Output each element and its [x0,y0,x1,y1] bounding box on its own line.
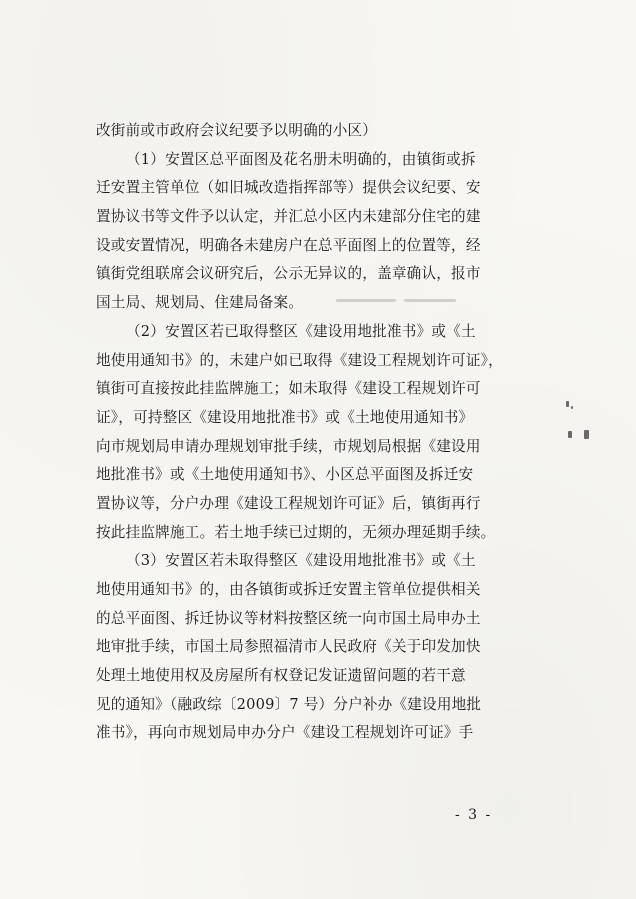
text-line: 见的通知》（融政综〔2009〕7 号）分户补办《建设用地批 [96,695,482,713]
text-line: 按此挂监牌施工。若土地手续已过期的，无须办理延期手续。 [96,523,496,541]
text-line: 证》，可持整区《建设用地批准书》或《土地使用通知书》 [96,408,474,426]
text-line: 向市规划局申请办理规划审批手续，市规划局根据《建设用 [96,437,481,455]
text-line: 改街前或市政府会议纪要予以明确的小区） [96,122,378,139]
text-line: 准书》，再向市规划局申办分户《建设工程规划许可证》手 [96,724,474,742]
text-line: 置协议等，分户办理《建设工程规划许可证》后，镇街再行 [96,494,481,512]
text-line: 的总平面图、拆迁协议等材料按整区统一向市国土局申办土 [96,609,481,627]
paragraph-1-start: （1）安置区总平面图及花名册未明确的，由镇街或拆 [126,150,476,168]
page-number: - 3 - [455,807,493,823]
scan-speck [584,430,589,439]
text-line: 镇街可直接按此挂监牌施工；如未取得《建设工程规划许可 [96,380,481,398]
text-line: 设或安置情况，明确各未建房户在总平面图上的位置等，经 [96,236,481,254]
text-line: 地批准书》或《土地使用通知书》、小区总平面图及拆迁安 [96,466,474,484]
text-line: 处理土地使用权及房屋所有权登记发证遗留问题的若干意 [96,667,466,685]
text-line: 迁安置主管单位（如旧城改造指挥部等）提供会议纪要、安 [96,179,481,197]
scan-speck [571,406,573,409]
scan-speck [566,401,569,407]
text-line: 国土局、规划局、住建局备案。 [96,294,304,312]
text-line: 置协议书等文件予以认定，并汇总小区内未建部分住宅的建 [96,208,481,226]
text-line: 地使用通知书》的，由各镇街或拆迁安置主管单位提供相关 [96,581,481,598]
scan-smudge [336,299,396,302]
scan-smudge [404,299,456,302]
paragraph-3-start: （3）安置区若未取得整区《建设用地批准书》或《土 [126,552,476,570]
paragraph-2-start: （2）安置区若已取得整区《建设用地批准书》或《土 [126,322,476,340]
scan-speck [568,431,572,438]
text-line: 镇街党组联席会议研究后，公示无异议的，盖章确认，报市 [96,265,481,283]
scan-margin-marks [562,397,602,457]
text-line: 地审批手续，市国土局参照福清市人民政府《关于印发加快 [96,638,481,656]
document-body [96,117,520,748]
text-line: 地使用通知书》的，未建户如已取得《建设工程规划许可证》， [96,351,503,369]
